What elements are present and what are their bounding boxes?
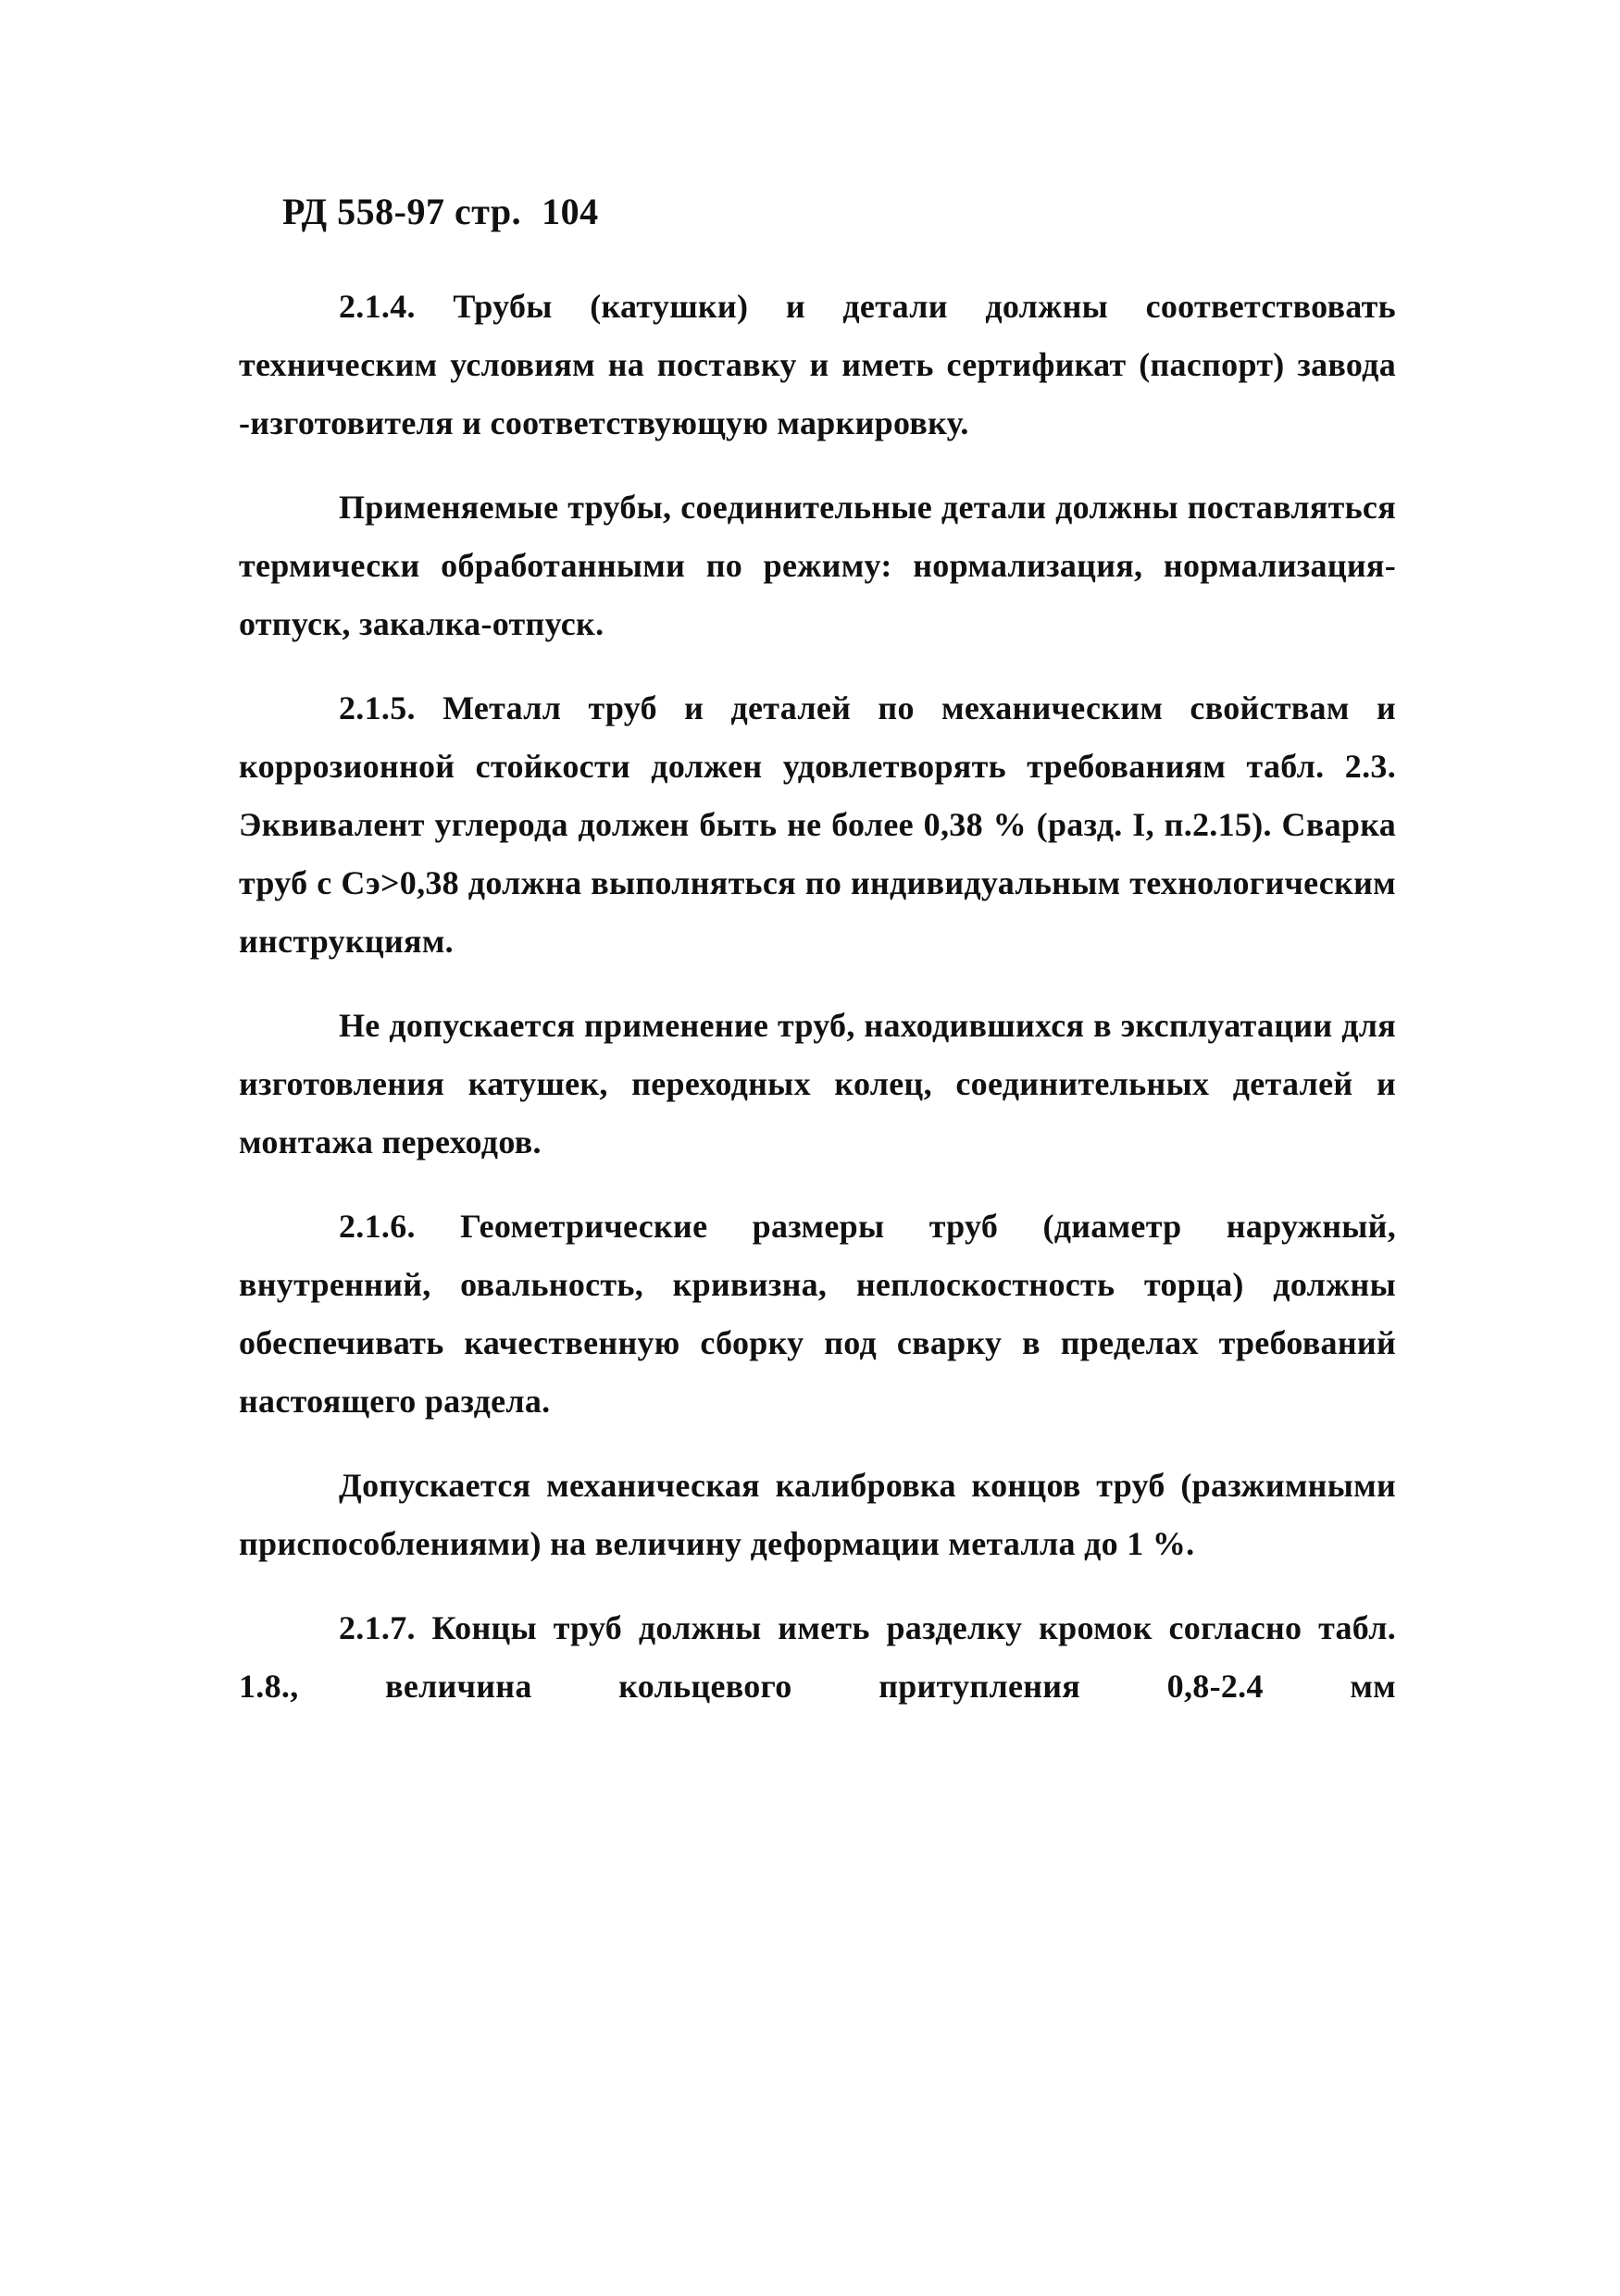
page-number: 104	[542, 191, 599, 232]
paragraph-calibration: Допускается механическая калибровка концов труб (разжимными приспособлениями) на величину деформации металла до 1 %.	[239, 1467, 1396, 1562]
document-body	[239, 278, 1396, 1716]
paragraph-2-1-5: 2.1.5. Металл труб и деталей по механическим свойствам и коррозионной стойкости должен удовлетворять требованиям табл. 2.3. Эквивалент углерода должен быть не более 0,38 % (разд. I, п.2.15). Сварка труб с Сэ>0,38 должна выполняться по индивидуальным технологическим инструкциям.	[239, 689, 1396, 960]
document-code: РД 558-97 стр.	[282, 191, 522, 232]
paragraph-heat-treatment: Применяемые трубы, соединительные детали должны поставляться термически обработанными по режиму: нормализация, нормализация-отпуск, закалка-отпуск.	[239, 489, 1396, 642]
paragraph-used-pipes: Не допускается применение труб, находившихся в эксплуатации для изготовления катушек, переходных колец, соединительных деталей и монтажа переходов.	[239, 1007, 1396, 1160]
paragraph-2-1-4: 2.1.4. Трубы (катушки) и детали должны соответствовать техническим условиям на поставку и иметь сертификат (паспорт) завода -изготовителя и соответствующую маркировку.	[239, 288, 1396, 441]
paragraph-2-1-7: 2.1.7. Концы труб должны иметь разделку кромок согласно табл. 1.8., величина кольцевого притупления 0,8-2.4 мм	[239, 1609, 1396, 1705]
paragraph-2-1-6: 2.1.6. Геометрические размеры труб (диаметр наружный, внутренний, овальность, кривизна, неплоскостность торца) должны обеспечивать качественную сборку под сварку в пределах требований настоящего раздела.	[239, 1208, 1396, 1420]
page-header	[282, 190, 599, 233]
